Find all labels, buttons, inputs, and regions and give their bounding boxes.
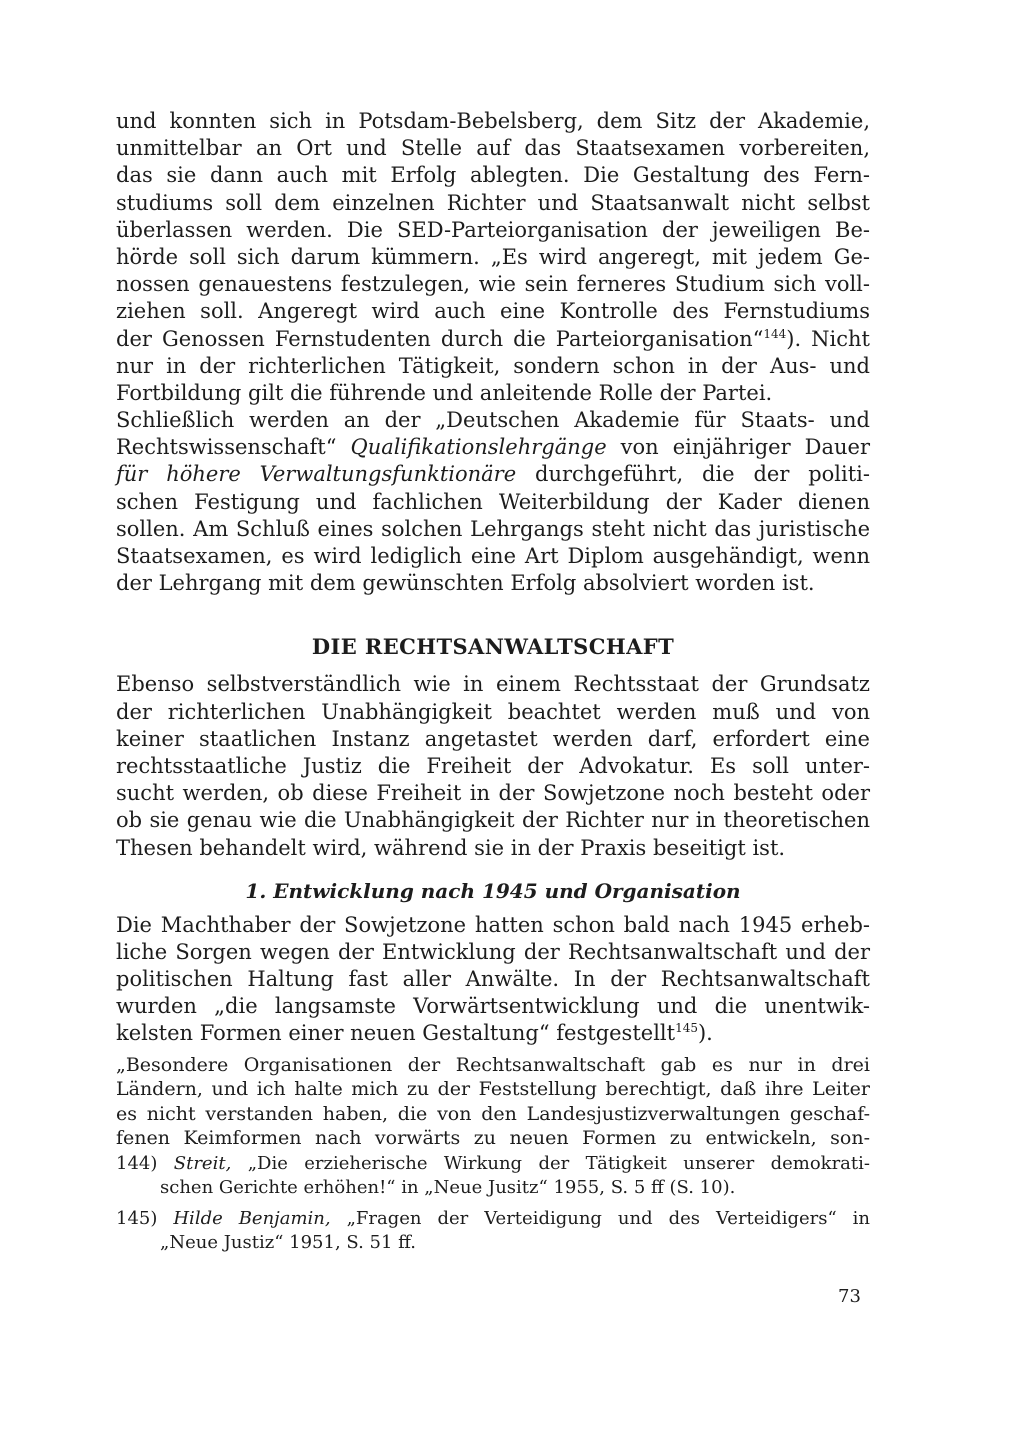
footnote-ref-144: 144 (763, 326, 787, 341)
text-line: das sie dann auch mit Erfolg ablegten. Die Gestaltung des Fern- (116, 163, 870, 188)
text-line: der richterlichen Unabhängigkeit beachtet werden muß und von (116, 699, 870, 724)
text-line: politischen Haltung fast aller Anwälte. In der Rechtsanwaltschaft (116, 967, 870, 992)
footnote-author: Streit, (173, 1153, 232, 1174)
footnote-144 (116, 1152, 870, 1200)
emphasis: Qualifikationslehrgänge (350, 435, 607, 460)
text-line: „Neue Justiz“ 1951, S. 51 ff. (160, 1232, 417, 1253)
text-line: keiner staatlichen Instanz angetastet werden darf, erfordert eine (116, 726, 870, 751)
text-line: hörde soll sich darum kümmern. „Es wird angeregt, mit jedem Ge- (116, 244, 870, 269)
text-line: Rechtswissenschaft“ Qualifikationslehrgänge von einjähriger Dauer (116, 435, 870, 460)
text-line: schen Festigung und fachlichen Weiterbildung der Kader dienen (116, 489, 870, 514)
footnotes (116, 1152, 870, 1255)
text-line: wurden „die langsamste Vorwärtsentwicklung und die unentwik- (116, 994, 870, 1019)
emphasis: für höhere Verwaltungsfunktionäre (116, 462, 517, 487)
text-line: Fortbildung gilt die führende und anleitende Rolle der Partei. (116, 380, 773, 405)
paragraph-3 (116, 671, 870, 861)
page-body (116, 108, 870, 1151)
text-line: kelsten Formen einer neuen Gestaltung“ festgestellt$^{145}$). (116, 1021, 713, 1046)
text-line: liche Sorgen wegen der Entwicklung der Rechtsanwaltschaft und der (116, 939, 870, 964)
text-line: Thesen behandelt wird, während sie in der Praxis beseitigt ist. (116, 835, 786, 860)
text-line: nur in der richterlichen Tätigkeit, sondern schon in der Aus- und (116, 353, 870, 378)
section-heading: DIE RECHTSANWALTSCHAFT (311, 634, 675, 660)
section-subheading: 1. Entwicklung nach 1945 und Organisation (245, 878, 741, 903)
block-quote (116, 1053, 870, 1151)
text-line: sucht werden, ob diese Freiheit in der Sowjetzone noch besteht oder (116, 781, 870, 806)
text-line: 145) Hilde Benjamin, „Fragen der Verteidigung und des Verteidigers“ in (116, 1208, 870, 1229)
text-line: ob sie genau wie die Unabhängigkeit der Richter nur in theoretischen (116, 808, 870, 833)
text-line: sollen. Am Schluß eines solchen Lehrgangs steht nicht das juristische (116, 516, 870, 541)
paragraph-2 (116, 407, 870, 597)
text-line: und konnten sich in Potsdam-Bebelsberg, dem Sitz der Akademie, (116, 109, 870, 133)
text-line: Ebenso selbstverständlich wie in einem Rechtsstaat der Grundsatz (116, 672, 870, 697)
text-line: Staatsexamen, es wird lediglich eine Art Diplom ausgehändigt, wenn (116, 544, 870, 568)
footnote-author: Hilde Benjamin, (173, 1208, 331, 1229)
footnote-mark: 144) (116, 1153, 158, 1174)
text-line: rechtsstaatliche Justiz die Freiheit der Advokatur. Es soll unter- (116, 753, 870, 778)
paragraph-1 (116, 108, 870, 407)
footnote-145 (116, 1207, 870, 1255)
text-line: der Lehrgang mit dem gewünschten Erfolg absolviert worden ist. (116, 571, 815, 596)
text-line: ziehen soll. Angeregt wird auch eine Kontrolle des Fernstudiums (116, 299, 870, 324)
text-line: fenen Keimformen nach vorwärts zu neuen Formen zu entwickeln, son- (116, 1127, 870, 1150)
text-line: schen Gerichte erhöhen!“ in „Neue Jusitz“ 1955, S. 5 ff (S. 10). (160, 1177, 736, 1198)
paragraph-4 (116, 912, 870, 1048)
text-line: Ländern, und ich halte mich zu der Feststellung berechtigt, daß ihre Leiter (116, 1078, 870, 1101)
page-number: 73 (838, 1286, 861, 1307)
footnote-mark: 145) (116, 1208, 158, 1229)
text-line: Schließlich werden an der „Deutschen Akademie für Staats- und (116, 408, 870, 433)
text-line: es nicht verstanden haben, die von den Landesjustizverwaltungen geschaf- (116, 1102, 870, 1125)
text-line: überlassen werden. Die SED-Parteiorganisation der jeweiligen Be- (116, 217, 870, 242)
text-line: für höhere Verwaltungsfunktionäre durchgeführt, die der politi- (116, 462, 870, 487)
text-line: Die Machthaber der Sowjetzone hatten schon bald nach 1945 erheb- (116, 912, 870, 937)
text-line: nossen genauestens festzulegen, wie sein ferneres Studium sich voll- (116, 272, 870, 297)
text-line: der Genossen Fernstudenten durch die Parteiorganisation“$^{144}$). Nicht (116, 326, 870, 351)
text-line: unmittelbar an Ort und Stelle auf das Staatsexamen vorbereiten, (116, 136, 870, 161)
text-line: „Besondere Organisationen der Rechtsanwaltschaft gab es nur in drei (116, 1053, 870, 1076)
text-line: studiums soll dem einzelnen Richter und Staatsanwalt nicht selbst (116, 190, 870, 215)
text-line: 144) Streit, „Die erzieherische Wirkung der Tätigkeit unserer demokrati- (116, 1153, 870, 1174)
footnote-ref-145: 145 (675, 1021, 698, 1036)
